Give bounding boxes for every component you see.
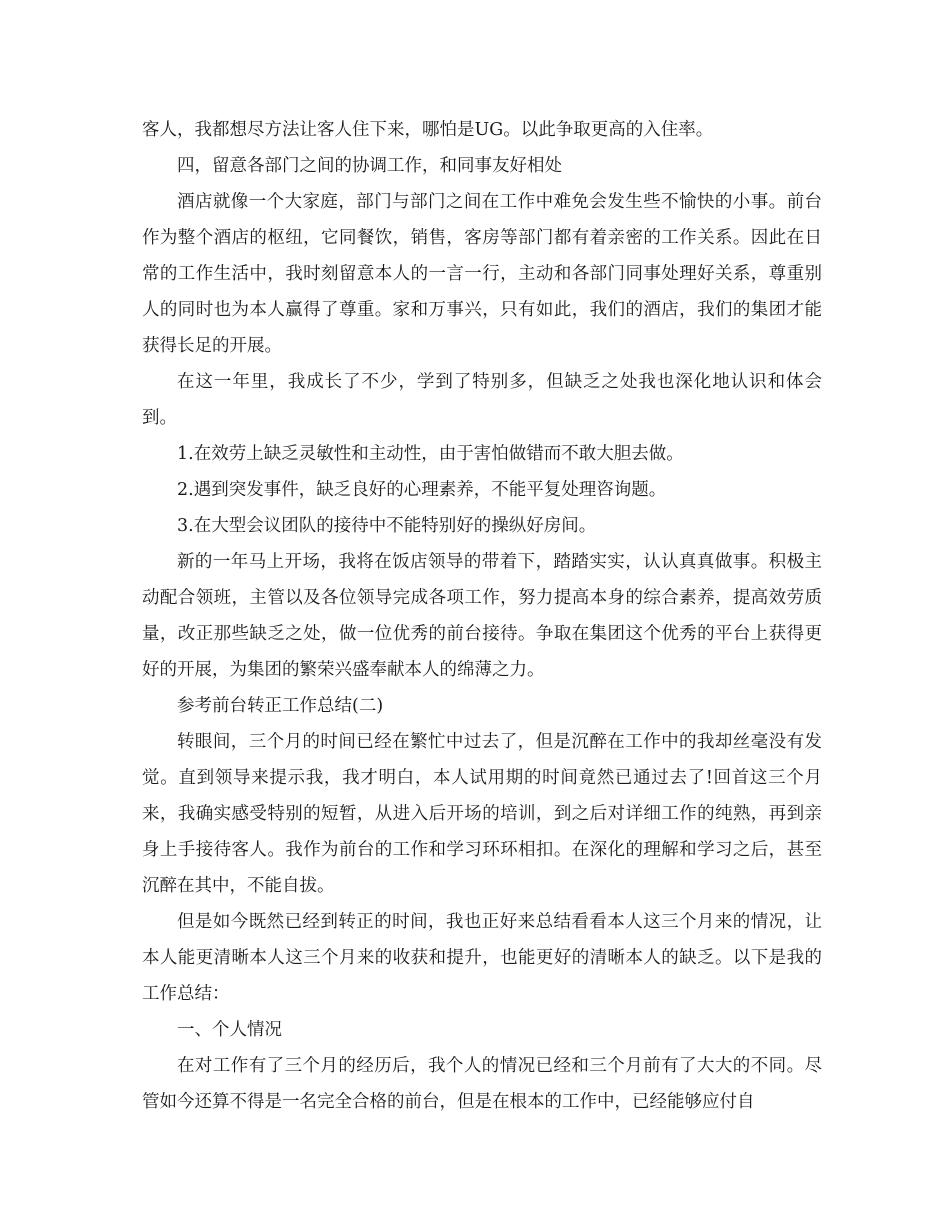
paragraph-personal-situation: 在对工作有了三个月的经历后，我个人的情况已经和三个月前有了大大的不同。尽管如今还算不得是一名完全合格的前台，但是在根本的工作中，已经能够应付自 xyxy=(142,1056,822,1112)
section-title-summary-two: 参考前台转正工作总结(二) xyxy=(177,696,384,716)
document-body xyxy=(142,112,822,1120)
paragraph-regularization: 但是如今既然已经到转正的时间，我也正好来总结看看本人这三个月来的情况，让本人能更清晰本人这三个月来的收获和提升，也能更好的清晰本人的缺乏。以下是我的工作总结： xyxy=(142,912,822,1004)
list-item-2: 2.遇到突发事件，缺乏良好的心理素养，不能平复处理咨询题。 xyxy=(177,480,667,500)
paragraph-continuation: 客人，我都想尽方法让客人住下来，哪怕是UG。以此争取更高的入住率。 xyxy=(142,120,714,140)
paragraph-new-year: 新的一年马上开场，我将在饭店领导的带着下，踏踏实实，认认真真做事。积极主动配合领班，主管以及各位领导完成各项工作，努力提高本身的综合素养，提高效劳质量，改正那些缺乏之处，做一位优秀的前台接待。争取在集团这个优秀的平台上获得更好的开展，为集团的繁荣兴盛奉献本人的绵薄之力。 xyxy=(142,552,822,680)
list-item-1: 1.在效劳上缺乏灵敏性和主动性，由于害怕做错而不敢大胆去做。 xyxy=(177,444,684,464)
list-item-3: 3.在大型会议团队的接待中不能特别好的操纵好房间。 xyxy=(177,516,597,536)
paragraph-year-growth: 在这一年里，我成长了不少，学到了特别多，但缺乏之处我也深化地认识和体会到。 xyxy=(142,372,822,428)
paragraph-hotel-family: 酒店就像一个大家庭，部门与部门之间在工作中难免会发生些不愉快的小事。前台作为整个酒店的枢纽，它同餐饮，销售，客房等部门都有着亲密的工作关系。因此在日常的工作生活中，我时刻留意本人的一言一行，主动和各部门同事处理好关系，尊重别人的同时也为本人赢得了尊重。家和万事兴，只有如此，我们的酒店，我们的集团才能获得长足的开展。 xyxy=(142,192,822,356)
section-heading-four: 四，留意各部门之间的协调工作，和同事友好相处 xyxy=(177,156,562,176)
paragraph-three-months: 转眼间，三个月的时间已经在繁忙中过去了，但是沉醉在工作中的我却丝毫没有发觉。直到领导来提示我，我才明白，本人试用期的时间竟然已通过去了!回首这三个月来，我确实感受特别的短暂，从进入后开场的培训，到之后对详细工作的纯熟，再到亲身上手接待客人。我作为前台的工作和学习环环相扣。在深化的理解和学习之后，甚至沉醉在其中，不能自拔。 xyxy=(142,732,822,896)
section-heading-personal: 一、个人情况 xyxy=(177,1020,282,1040)
